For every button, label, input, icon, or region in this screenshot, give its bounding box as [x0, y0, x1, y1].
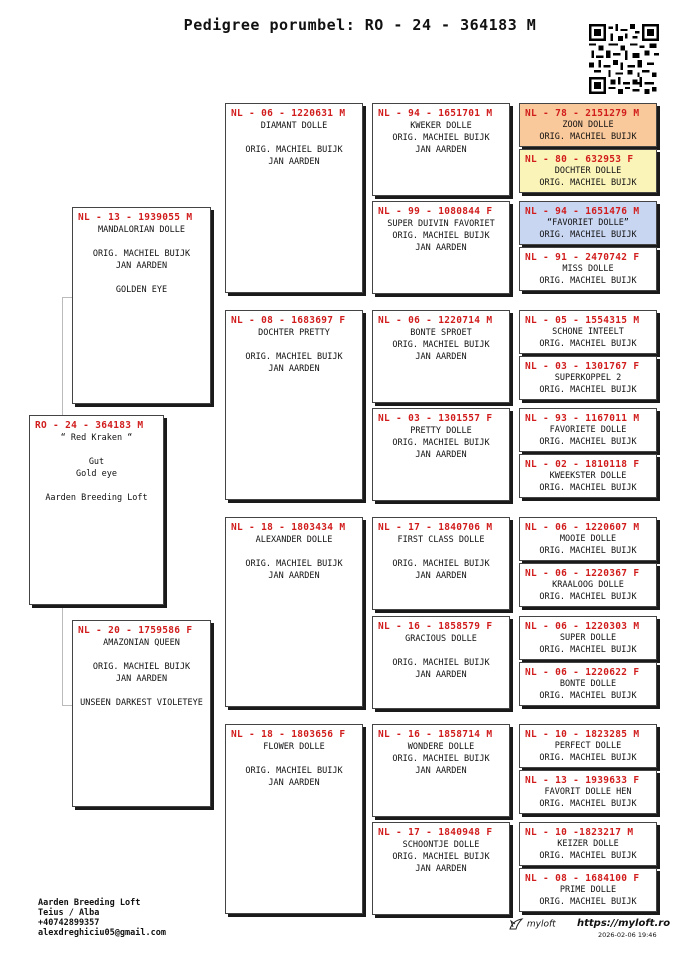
text-line: GOLDEN EYE [115, 285, 168, 295]
text-line: ORIG. MACHIEL BUIJK [392, 340, 490, 350]
text-line: ORIG. MACHIEL BUIJK [539, 799, 637, 809]
gen4-card[interactable] [519, 103, 657, 147]
great-grandparent-card[interactable] [372, 310, 510, 403]
text-line [373, 546, 509, 558]
ring-number: NL - 06 - 1220367 F [525, 568, 640, 579]
ring-number: NL - 03 - 1301767 F [525, 361, 640, 372]
text-line [73, 685, 210, 697]
text-line: ORIG. MACHIEL BUIJK [245, 559, 343, 569]
text-line [73, 649, 210, 661]
great-grandparent-card[interactable] [372, 103, 510, 196]
breeder-info [38, 898, 166, 938]
text-line: JAN AARDEN [268, 571, 320, 581]
pigeon-name: GRACIOUS DOLLE [405, 634, 477, 644]
pigeon-name: BONTE DOLLE [559, 679, 617, 689]
text-line [73, 236, 210, 248]
text-line: JAN AARDEN [415, 571, 467, 581]
text-line: JAN AARDEN [415, 670, 467, 680]
text-line: ORIG. MACHIEL BUIJK [245, 766, 343, 776]
gen4-card[interactable] [519, 408, 657, 452]
pigeon-logo-icon [508, 917, 524, 931]
pigeon-name: “ Red Kraken “ [60, 433, 133, 443]
text-line: ORIG. MACHIEL BUIJK [245, 352, 343, 362]
pigeon-name: DOCHTER PRETTY [258, 328, 330, 338]
text-line: ORIG. MACHIEL BUIJK [392, 559, 490, 569]
text-line [226, 753, 362, 765]
ring-number: NL - 80 - 632953 F [525, 154, 634, 165]
pigeon-name: PRIME DOLLE [559, 885, 617, 895]
pigeon-name: PRETTY DOLLE [410, 426, 472, 436]
pigeon-name: DOCHTER DOLLE [554, 166, 622, 176]
ring-number: NL - 94 - 1651476 M [525, 206, 640, 217]
text-line: ORIG. MACHIEL BUIJK [392, 438, 490, 448]
subject-card[interactable] [29, 415, 164, 605]
ring-number: NL - 06 - 1220714 M [378, 315, 493, 326]
ring-number: NL - 06 - 1220607 M [525, 522, 640, 533]
ring-number: NL - 08 - 1684100 F [525, 873, 640, 884]
gen4-card[interactable] [519, 616, 657, 660]
phone-number: +40742899357 [38, 918, 100, 928]
pigeon-name: FIRST CLASS DOLLE [397, 535, 485, 545]
great-grandparent-card[interactable] [372, 408, 510, 501]
ring-number: NL - 06 - 1220622 F [525, 667, 640, 678]
pigeon-name: MANDALORIAN DOLLE [98, 225, 185, 235]
ring-number: NL - 03 - 1301557 F [378, 413, 493, 424]
text-line: JAN AARDEN [415, 766, 467, 776]
text-line: JAN AARDEN [268, 364, 320, 374]
pigeon-name: BONTE SPROET [410, 328, 472, 338]
text-line: JAN AARDEN [415, 864, 467, 874]
ring-number: NL - 16 - 1858714 M [378, 729, 493, 740]
ring-number: NL - 06 - 1220303 M [525, 621, 640, 632]
ring-number: NL - 99 - 1080844 F [378, 206, 493, 217]
text-line: JAN AARDEN [115, 674, 168, 684]
connector-line [62, 705, 72, 706]
great-grandparent-card[interactable] [372, 201, 510, 294]
ring-number: NL - 17 - 1840948 F [378, 827, 493, 838]
ring-number: NL - 20 - 1759586 F [78, 625, 193, 636]
pigeon-name: FAVORIETE DOLLE [549, 425, 627, 435]
text-line: ORIG. MACHIEL BUIJK [392, 133, 490, 143]
parent-card-dam[interactable] [72, 620, 211, 807]
pigeon-name: SUPER DOLLE [559, 633, 617, 643]
text-line: ORIG. MACHIEL BUIJK [539, 339, 637, 349]
great-grandparent-card[interactable] [372, 724, 510, 817]
ring-number: NL - 05 - 1554315 M [525, 315, 640, 326]
ring-number: NL - 08 - 1683697 F [231, 315, 346, 326]
text-line: Gold eye [76, 469, 117, 479]
grandparent-card[interactable] [225, 310, 363, 500]
text-line: ORIG. MACHIEL BUIJK [92, 249, 191, 259]
site-link[interactable]: https://myloft.ro [577, 918, 671, 929]
text-line: Gut [88, 457, 105, 467]
gen4-card[interactable] [519, 563, 657, 607]
pigeon-name: SCHONE INTEELT [552, 327, 624, 337]
text-line: ORIG. MACHIEL BUIJK [539, 276, 637, 286]
page-title: Pedigree porumbel: RO - 24 - 364183 M [183, 16, 537, 34]
grandparent-card[interactable] [225, 517, 363, 707]
ring-number: NL - 18 - 1803656 F [231, 729, 346, 740]
pigeon-name: WONDERE DOLLE [407, 742, 475, 752]
text-line: JAN AARDEN [268, 778, 320, 788]
connector-line [62, 297, 63, 415]
pigeon-name: ALEXANDER DOLLE [255, 535, 333, 545]
text-line [30, 480, 163, 492]
pigeon-name: KWEKER DOLLE [410, 121, 472, 131]
qr-code [589, 24, 659, 94]
text-line: ORIG. MACHIEL BUIJK [539, 753, 637, 763]
connector-line [62, 297, 72, 298]
text-line: ORIG. MACHIEL BUIJK [539, 851, 637, 861]
text-line: ORIG. MACHIEL BUIJK [539, 178, 637, 188]
parent-card-sire[interactable] [72, 207, 211, 404]
text-line: JAN AARDEN [415, 145, 467, 155]
pigeon-name: DIAMANT DOLLE [260, 121, 328, 131]
gen4-card[interactable] [519, 662, 657, 706]
ring-number: NL - 06 - 1220631 M [231, 108, 346, 119]
text-line: ORIG. MACHIEL BUIJK [92, 662, 191, 672]
ring-number: NL - 93 - 1167011 M [525, 413, 640, 424]
pigeon-name: KRAALOOG DOLLE [552, 580, 624, 590]
gen4-card[interactable] [519, 517, 657, 561]
text-line: ORIG. MACHIEL BUIJK [539, 691, 637, 701]
ring-number: NL - 16 - 1858579 F [378, 621, 493, 632]
text-line: JAN AARDEN [415, 450, 467, 460]
text-line: JAN AARDEN [415, 243, 467, 253]
text-line: ORIG. MACHIEL BUIJK [392, 231, 490, 241]
text-line [226, 132, 362, 144]
ring-number: NL - 13 - 1939633 F [525, 775, 640, 786]
text-line [73, 272, 210, 284]
ring-number: NL - 13 - 1939055 M [78, 212, 193, 223]
gen4-card[interactable] [519, 868, 657, 912]
grandparent-card[interactable] [225, 103, 363, 293]
text-line [373, 645, 509, 657]
gen4-card[interactable] [519, 310, 657, 354]
loft-location: Teius / Alba [38, 908, 100, 918]
pigeon-name: KEIZER DOLLE [557, 839, 619, 849]
text-line: ORIG. MACHIEL BUIJK [539, 546, 637, 556]
pigeon-name: ZOON DOLLE [562, 120, 614, 130]
text-line: UNSEEN DARKEST VIOLETEYE [80, 698, 203, 708]
pigeon-name: SUPER DUIVIN FAVORIET [387, 219, 495, 229]
text-line: ORIG. MACHIEL BUIJK [539, 437, 637, 447]
pigeon-name: KWEEKSTER DOLLE [549, 471, 627, 481]
timestamp: 2026-02-06 19:46 [598, 931, 657, 939]
gen4-card[interactable] [519, 201, 657, 245]
text-line: ORIG. MACHIEL BUIJK [539, 132, 637, 142]
ring-number: NL - 17 - 1840706 M [378, 522, 493, 533]
ring-number: NL - 78 - 2151279 M [525, 108, 640, 119]
email-address: alexdreghiciu05@gmail.com [38, 928, 166, 938]
myloft-logo [508, 917, 556, 931]
ring-number: NL - 10 -1823217 M [525, 827, 634, 838]
text-line: JAN AARDEN [268, 157, 320, 167]
loft-name: Aarden Breeding Loft [38, 898, 141, 908]
text-line: ORIG. MACHIEL BUIJK [539, 645, 637, 655]
ring-number: NL - 94 - 1651701 M [378, 108, 493, 119]
pigeon-name: FLOWER DOLLE [263, 742, 325, 752]
pigeon-name: AMAZONIAN QUEEN [103, 638, 180, 648]
ring-number: NL - 10 - 1823285 M [525, 729, 640, 740]
great-grandparent-card[interactable] [372, 616, 510, 709]
ring-number: NL - 91 - 2470742 F [525, 252, 640, 263]
gen4-card[interactable] [519, 247, 657, 291]
great-grandparent-card[interactable] [372, 822, 510, 915]
pigeon-name: SCHOONTJE DOLLE [402, 840, 480, 850]
text-line: ORIG. MACHIEL BUIJK [539, 897, 637, 907]
pigeon-name: PERFECT DOLLE [554, 741, 622, 751]
text-line: JAN AARDEN [115, 261, 168, 271]
gen4-card[interactable] [519, 149, 657, 193]
text-line [30, 444, 163, 456]
text-line: ORIG. MACHIEL BUIJK [539, 483, 637, 493]
text-line: JAN AARDEN [415, 352, 467, 362]
text-line [226, 546, 362, 558]
pigeon-name: MOOIE DOLLE [559, 534, 617, 544]
gen4-card[interactable] [519, 356, 657, 400]
great-grandparent-card[interactable] [372, 517, 510, 610]
text-line: ORIG. MACHIEL BUIJK [245, 145, 343, 155]
text-line: ORIG. MACHIEL BUIJK [392, 852, 490, 862]
ring-number: NL - 02 - 1810118 F [525, 459, 640, 470]
pigeon-name: SUPERKOPPEL 2 [554, 373, 622, 383]
connector-line [62, 605, 63, 705]
pigeon-name: FAVORIT DOLLE HEN [544, 787, 632, 797]
pigeon-name: “FAVORIET DOLLE” [547, 218, 629, 228]
text-line: ORIG. MACHIEL BUIJK [392, 754, 490, 764]
brand-name: myloft [526, 919, 556, 930]
text-line [226, 339, 362, 351]
ring-number: RO - 24 - 364183 M [35, 420, 144, 431]
gen4-card[interactable] [519, 454, 657, 498]
text-line: ORIG. MACHIEL BUIJK [539, 230, 637, 240]
ring-number: NL - 18 - 1803434 M [231, 522, 346, 533]
pigeon-name: MISS DOLLE [562, 264, 614, 274]
gen4-card[interactable] [519, 822, 657, 866]
gen4-card[interactable] [519, 724, 657, 768]
text-line: ORIG. MACHIEL BUIJK [539, 385, 637, 395]
text-line: Aarden Breeding Loft [45, 493, 148, 503]
grandparent-card[interactable] [225, 724, 363, 914]
gen4-card[interactable] [519, 770, 657, 814]
text-line: ORIG. MACHIEL BUIJK [539, 592, 637, 602]
text-line: ORIG. MACHIEL BUIJK [392, 658, 490, 668]
